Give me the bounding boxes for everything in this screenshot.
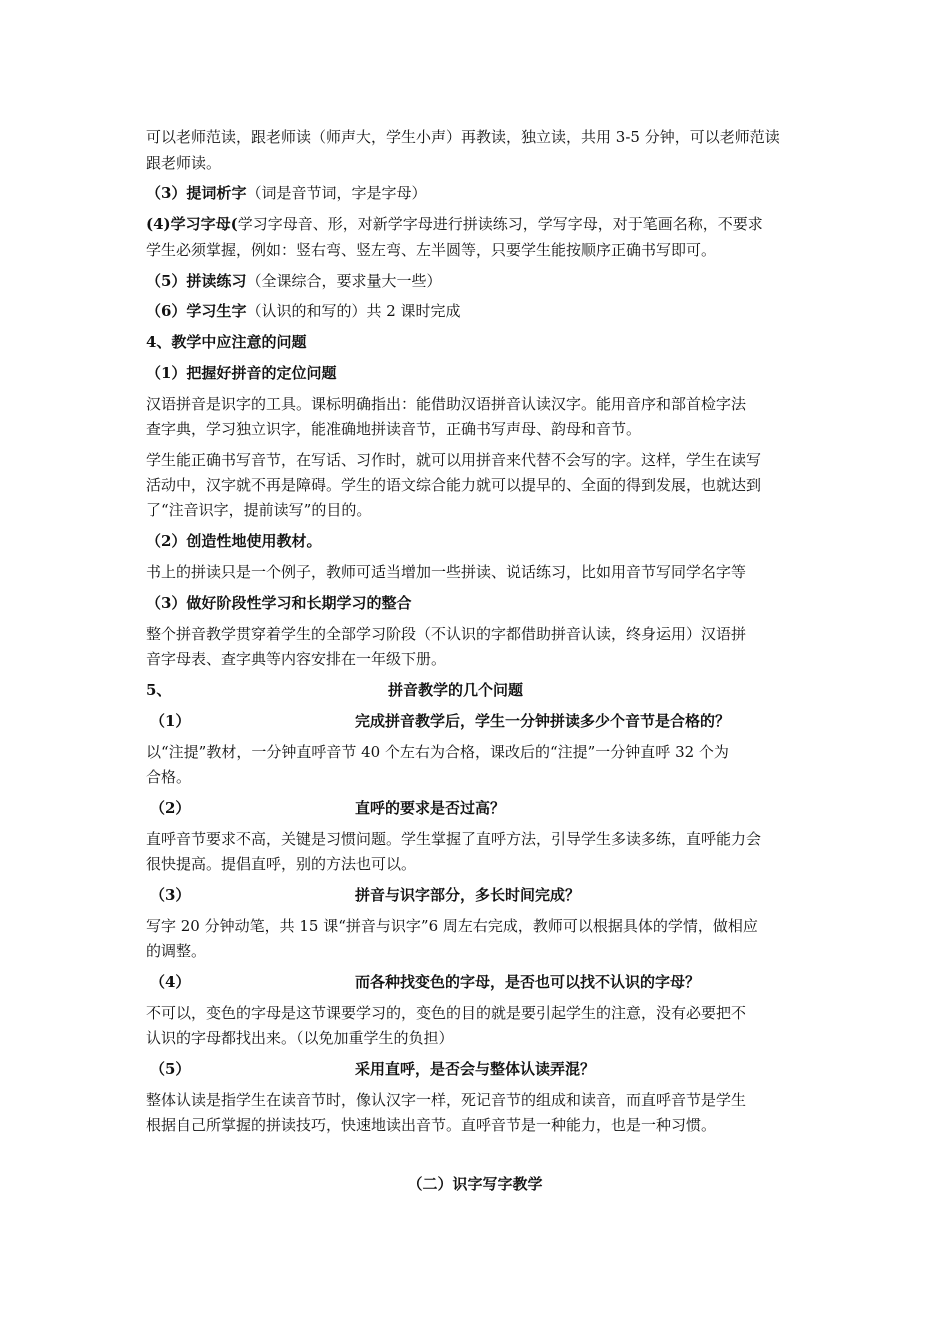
answer-4-line-2: 认识的字母都找出来。（以免加重学生的负担） [146, 1029, 454, 1047]
step-3-text: （词是音节词，字是字母） [246, 184, 427, 202]
intro-line-2: 跟老师读。 [146, 154, 222, 172]
point-1-line-2: 查字典，学习独立识字，能准确地拼读音节，正确书写声母、韵母和音节。 [146, 420, 642, 438]
point-2-line-1: 书上的拼读只是一个例子，教师可适当增加一些拼读、说话练习，比如用音节写同学名字等 [146, 563, 747, 581]
question-3-title: 拼音与识字部分，多长时间完成？ [355, 886, 581, 904]
question-2-title: 直呼的要求是否过高？ [355, 799, 506, 817]
step-4 [146, 213, 816, 235]
step-5-label: （5）拼读练习 [146, 272, 247, 290]
step-3 [146, 182, 816, 204]
question-5-title: 采用直呼，是否会与整体认读弄混？ [355, 1060, 596, 1078]
point-2-title: （2）创造性地使用教材。 [146, 532, 322, 550]
question-4-number: （4） [150, 973, 191, 991]
section-5-number: 5、 [146, 681, 172, 699]
point-1-title: （1）把握好拼音的定位问题 [146, 364, 337, 382]
step-5 [146, 270, 816, 292]
point-1b-line-2: 活动中，汉字就不再是障碍。学生的语文综合能力就可以提早的、全面的得到发展，也就达到 [146, 476, 762, 494]
step-4-line-2: 学生必须掌握，例如：竖右弯、竖左弯、左半圆等，只要学生能按顺序正确书写即可。 [146, 241, 717, 259]
question-2-number: （2） [150, 799, 191, 817]
answer-4-line-1: 不可以，变色的字母是这节课要学习的，变色的目的就是要引起学生的注意，没有必要把不 [146, 1004, 747, 1022]
step-6 [146, 300, 816, 322]
answer-1-line-1: 以“注提”教材，一分钟直呼音节 40 个左右为合格，课改后的“注提”一分钟直呼 32 个为 [146, 743, 729, 761]
point-3-line-2: 音字母表、查字典等内容安排在一年级下册。 [146, 650, 447, 668]
step-4-label: (4)学习字母( [146, 215, 238, 233]
step-6-label: （6）学习生字 [146, 302, 247, 320]
answer-5-line-2: 根据自己所掌握的拼读技巧，快速地读出音节。直呼音节是一种能力，也是一种习惯。 [146, 1116, 717, 1134]
question-3-number: （3） [150, 886, 191, 904]
point-1b-line-3: 了“注音识字，提前读写”的目的。 [146, 501, 372, 519]
section-4-heading: 4、教学中应注意的问题 [146, 333, 307, 351]
step-5-text: （全课综合，要求量大一些） [246, 272, 442, 290]
point-1b-line-1: 学生能正确书写音节，在写话、习作时，就可以用拼音来代替不会写的字。这样，学生在读写 [146, 451, 762, 469]
answer-2-line-2: 很快提高。提倡直呼，别的方法也可以。 [146, 855, 417, 873]
point-1-line-1: 汉语拼音是识字的工具。课标明确指出：能借助汉语拼音认读汉字。能用音序和部首检字法 [146, 395, 747, 413]
answer-5-line-1: 整体认读是指学生在读音节时，像认汉字一样，死记音节的组成和读音，而直呼音节是学生 [146, 1091, 747, 1109]
question-1-number: （1） [150, 712, 191, 730]
point-3-title: （3）做好阶段性学习和长期学习的整合 [146, 594, 412, 612]
point-3-line-1: 整个拼音教学贯穿着学生的全部学习阶段（不认识的字都借助拼音认读，终身运用）汉语拼 [146, 625, 747, 643]
question-4-title: 而各种找变色的字母，是否也可以找不认识的字母？ [355, 973, 701, 991]
step-4-text: 学习字母音、形，对新学字母进行拼读练习，学写字母，对于笔画名称，不要求 [237, 215, 763, 233]
section-5-title: 拼音教学的几个问题 [388, 681, 524, 699]
question-1-title: 完成拼音教学后，学生一分钟拼读多少个音节是合格的？ [355, 712, 731, 730]
answer-3-line-1: 写字 20 分钟动笔，共 15 课“拼音与识字”6 周左右完成，教师可以根据具体的学情，做相应 [146, 917, 758, 935]
answer-1-line-2: 合格。 [146, 768, 192, 786]
step-3-label: （3）提词析字 [146, 184, 247, 202]
next-section-heading: （二）识字写字教学 [407, 1175, 543, 1193]
intro-line-1: 可以老师范读，跟老师读（师声大，学生小声）再教读，独立读，共用 3-5 分钟，可以老师范读 [146, 128, 780, 146]
step-6-text: （认识的和写的）共 2 课时完成 [246, 302, 461, 320]
question-5-number: （5） [150, 1060, 191, 1078]
answer-2-line-1: 直呼音节要求不高，关键是习惯问题。学生掌握了直呼方法，引导学生多读多练，直呼能力会 [146, 830, 762, 848]
answer-3-line-2: 的调整。 [146, 942, 207, 960]
